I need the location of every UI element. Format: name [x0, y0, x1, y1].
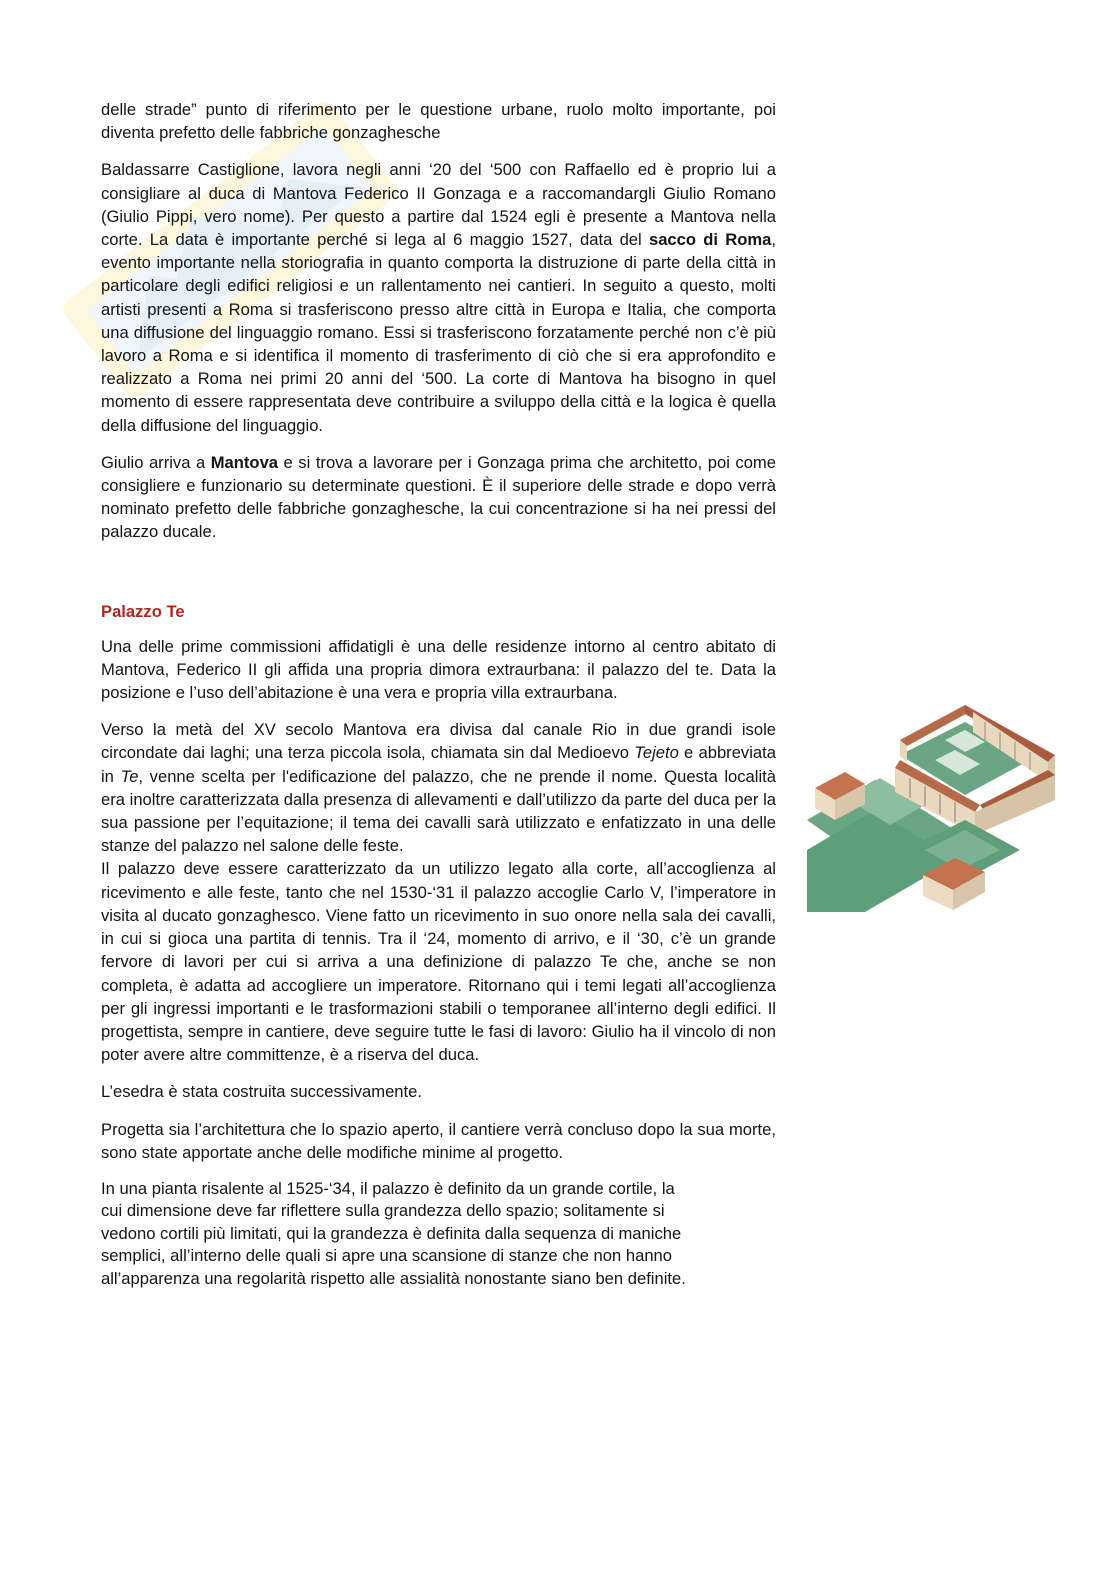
document-body: [101, 98, 776, 1290]
paragraph-castiglione: Baldassarre Castiglione, lavora negli anni ‘20 del ‘500 con Raffaello ed è proprio lui a consigliare al duca di Mantova Federico II Gonzaga e a raccomandargli Giulio Romano (Giulio Pippi, vero nome). Per questo a partire dal 1524 egli è presente a Mantova nella corte. La data è importante perché si lega al 6 maggio 1527, data del sacco di Roma, evento importante nella storiografia in quanto comporta la distruzione di parte della città in particolare degli edifici religiosi e un rallentamento nei cantieri. In seguito a questo, molti artisti presenti a Roma si trasferiscono presso altre città in Europa e Italia, che comporta una diffusione del linguaggio romano. Essi si trasferiscono forzatamente perché non c’è più lavoro a Roma e si identifica il momento di trasferimento di ciò che si era approfondito e realizzato a Roma nei primi 20 anni del ‘500. La corte di Mantova ha bisogno in quel momento di essere rappresentata deve contribuire a sviluppo della città e la logica è quella della diffusione del linguaggio.: [101, 160, 776, 435]
paragraph-mantova-isole: Verso la metà del XV secolo Mantova era divisa dal canale Rio in due grandi isole circondate dai laghi; una terza piccola isola, chiamata sin dal Medioevo Tejeto e abbreviata in Te, venne scelta per l'edificazione del palazzo, che ne prende il nome. Questa località era inoltre caratterizzata dalla presenza di allevamenti e dall’utilizzo da parte del duca per la sua passione per l’equitazione; il tema dei cavalli sarà utilizzato e enfatizzato in una delle stanze del palazzo nel salone delle feste.: [101, 720, 776, 856]
paragraph-intro: delle strade” punto di riferimento per le questione urbane, ruolo molto importante, poi diventa prefetto delle fabbriche gonzaghesche: [101, 100, 776, 143]
paragraph-progetto: Progetta sia l’architettura che lo spazio aperto, il cantiere verrà concluso dopo la sua morte, sono state apportate anche delle modifiche minime al progetto.: [101, 1119, 776, 1162]
paragraph-giulio-mantova: Giulio arriva a Mantova e si trova a lavorare per i Gonzaga prima che architetto, poi come consigliere e funzionario su determinate questioni. È il superiore delle strade e dopo verrà nominato prefetto delle fabbriche gonzaghesche, la cui concentrazione si ha nei pressi del palazzo ducale.: [101, 452, 776, 542]
section-heading-palazzo-te: Palazzo Te: [101, 601, 185, 621]
palazzo-te-illustration: [805, 700, 1057, 912]
paragraph-commissioni: Una delle prime commissioni affidatigli è una delle residenze intorno al centro abitato di Mantova, Federico II gli affida una propria dimora extraurbana: il palazzo del te. Data la posizione e l’uso dell’abitazione è una vera e propria villa extraurbana.: [101, 636, 776, 703]
paragraph-pianta: In una pianta risalente al 1525-‘34, il palazzo è definito da un grande cortile, la cui dimensione deve far riflettere sulla grandezza dello spazio; solitamente si vedono cortili più limitati, qui la grandezza è definita dalla sequenza di maniche semplici, all’interno delle quali si apre una scansione di stanze che non hanno all’apparenza una regolarità rispetto alle assialità nonostante siano ben definite.: [101, 1178, 686, 1288]
paragraph-esedra: L’esedra è stata costruita successivamente.: [101, 1082, 422, 1102]
paragraph-carlo-v: Il palazzo deve essere caratterizzato da un utilizzo legato alla corte, all’accoglienza al ricevimento e alle feste, tanto che nel 1530-‘31 il palazzo accoglie Carlo V, l’imperatore in visita al ducato gonzaghesco. Viene fatto un ricevimento in suo onore nella sala dei cavalli, in cui si gioca una partita di tennis. Tra il ‘24, momento di arrivo, e il ‘30, c’è un grande fervore di lavori per cui si arriva a una definizione di palazzo Te che, anche se non completa, è adatta ad accogliere un imperatore. Ritornano qui i temi legati all’accoglienza per gli ingressi importanti e le trasformazioni stabili o temporanee all’interno degli edifici. Il progettista, sempre in cantiere, deve seguire tutte le fasi di lavoro: Giulio ha il vincolo di non poter avere altre committenze, è a riserva del duca.: [101, 859, 776, 1065]
